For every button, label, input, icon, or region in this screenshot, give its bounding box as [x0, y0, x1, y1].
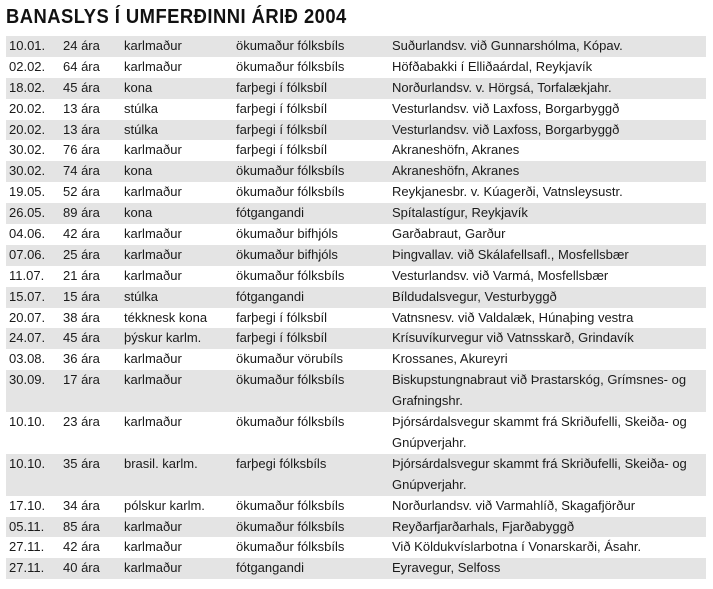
date-cell: 18.02. [9, 79, 46, 95]
table-row [6, 161, 706, 182]
date-cell: 26.05. [9, 205, 46, 221]
role-cell: ökumaður fólksbíls [236, 184, 345, 200]
location-cell: Þjórsárdalsvegur skammt frá Skriðufelli, Skeiða- og Gnúpverjahr. [392, 414, 687, 450]
role-cell: ökumaður fólksbíls [236, 38, 345, 53]
age-cell: 42 ára [63, 226, 100, 242]
role-cell: fótgangandi [236, 205, 304, 221]
person-cell: karlmaður [124, 226, 182, 242]
role-cell: ökumaður fólksbíls [236, 58, 345, 74]
date-cell: 10.10. [9, 455, 46, 471]
table-row [6, 203, 706, 224]
table-row [6, 349, 706, 370]
age-cell: 42 ára [63, 539, 100, 555]
date-cell: 27.11. [9, 539, 45, 555]
accident-table [6, 36, 706, 579]
date-cell: 30.02. [9, 163, 46, 179]
age-cell: 25 ára [63, 246, 100, 262]
date-cell: 07.06. [9, 246, 46, 262]
person-cell: kona [124, 163, 153, 179]
role-cell: ökumaður fólksbíls [236, 267, 345, 283]
role-cell: farþegi í fólksbíl [236, 309, 328, 325]
date-cell: 10.10. [9, 414, 46, 430]
date-cell: 11.07. [9, 267, 45, 283]
role-cell: ökumaður bifhjóls [236, 246, 338, 262]
table-row [6, 454, 706, 496]
date-cell: 05.11. [9, 518, 45, 534]
date-cell: 02.02. [9, 58, 46, 74]
age-cell: 35 ára [63, 455, 100, 471]
table-row [6, 328, 706, 349]
table-row [6, 266, 706, 287]
role-cell: ökumaður fólksbíls [236, 414, 345, 430]
location-cell: Vesturlandsv. við Varmá, Mosfellsbær [392, 267, 609, 283]
table-row [6, 36, 706, 57]
location-cell: Bíldudalsvegur, Vesturbyggð [392, 288, 557, 304]
location-cell: Norðurlandsv. v. Hörgsá, Torfalækjahr. [392, 79, 612, 95]
person-cell: karlmaður [124, 560, 182, 576]
date-cell: 20.02. [9, 100, 46, 116]
role-cell: farþegi í fólksbíl [236, 142, 328, 158]
age-cell: 76 ára [63, 142, 100, 158]
role-cell: ökumaður vörubíls [236, 351, 343, 367]
table-row [6, 370, 706, 412]
role-cell: farþegi í fólksbíl [236, 100, 328, 116]
role-cell: ökumaður fólksbíls [236, 372, 345, 388]
location-cell: Þjórsárdalsvegur skammt frá Skriðufelli, Skeiða- og Gnúpverjahr. [392, 455, 687, 492]
role-cell: farþegi fólksbíls [236, 455, 327, 471]
location-cell: Akraneshöfn, Akranes [392, 163, 520, 179]
person-cell: karlmaður [124, 142, 182, 158]
date-cell: 17.10. [9, 497, 46, 513]
role-cell: farþegi í fólksbíl [236, 121, 328, 137]
table-row [6, 517, 706, 538]
role-cell: fótgangandi [236, 560, 304, 576]
location-cell: Suðurlandsv. við Gunnarshólma, Kópav. [392, 38, 623, 53]
age-cell: 52 ára [63, 184, 100, 200]
age-cell: 34 ára [63, 497, 100, 513]
location-cell: Garðabraut, Garður [392, 226, 506, 242]
role-cell: farþegi í fólksbíl [236, 79, 328, 95]
location-cell: Reykjanesbr. v. Kúagerði, Vatnsleysustr. [392, 184, 623, 200]
role-cell: ökumaður fólksbíls [236, 497, 345, 513]
date-cell: 30.02. [9, 142, 46, 158]
age-cell: 13 ára [63, 121, 100, 137]
age-cell: 64 ára [63, 58, 100, 74]
person-cell: pólskur karlm. [124, 497, 205, 513]
date-cell: 20.07. [9, 309, 46, 325]
age-cell: 15 ára [63, 288, 100, 304]
date-cell: 03.08. [9, 351, 46, 367]
date-cell: 19.05. [9, 184, 46, 200]
location-cell: Norðurlandsv. við Varmahlíð, Skagafjörður [392, 497, 636, 513]
location-cell: Eyravegur, Selfoss [392, 560, 501, 576]
person-cell: karlmaður [124, 414, 182, 430]
table-row [6, 308, 706, 329]
location-cell: Krísuvíkurvegur við Vatnsskarð, Grindavík [392, 330, 634, 346]
location-cell: Biskupstungnabraut við Þrastarskóg, Grímsnes- og Grafningshr. [392, 372, 687, 409]
table-row [6, 140, 706, 161]
role-cell: ökumaður bifhjóls [236, 226, 338, 242]
age-cell: 74 ára [63, 163, 100, 179]
person-cell: karlmaður [124, 246, 182, 262]
age-cell: 38 ára [63, 309, 100, 325]
person-cell: karlmaður [124, 58, 182, 74]
location-cell: Höfðabakki í Elliðaárdal, Reykjavík [392, 58, 593, 74]
location-cell: Reyðarfjarðarhals, Fjarðabyggð [392, 518, 575, 534]
person-cell: brasil. karlm. [124, 455, 198, 471]
date-cell: 10.01. [9, 38, 46, 53]
table-row [6, 496, 706, 517]
person-cell: þýskur karlm. [124, 330, 202, 346]
person-cell: karlmaður [124, 38, 182, 53]
age-cell: 13 ára [63, 100, 100, 116]
person-cell: karlmaður [124, 267, 182, 283]
table-row [6, 224, 706, 245]
person-cell: karlmaður [124, 372, 182, 388]
age-cell: 21 ára [63, 267, 100, 283]
age-cell: 24 ára [63, 38, 100, 53]
location-cell: Krossanes, Akureyri [392, 351, 508, 367]
age-cell: 36 ára [63, 351, 100, 367]
table-row [6, 78, 706, 99]
age-cell: 23 ára [63, 414, 100, 430]
age-cell: 89 ára [63, 205, 100, 221]
location-cell: Vatnsnesv. við Valdalæk, Húnaþing vestra [392, 309, 634, 325]
location-cell: Þingvallav. við Skálafellsafl., Mosfellsbær [392, 246, 629, 262]
date-cell: 15.07. [9, 288, 46, 304]
age-cell: 17 ára [63, 372, 100, 388]
date-cell: 27.11. [9, 560, 45, 576]
role-cell: farþegi í fólksbíl [236, 330, 328, 346]
age-cell: 40 ára [63, 560, 100, 576]
date-cell: 04.06. [9, 226, 46, 242]
age-cell: 85 ára [63, 518, 100, 534]
person-cell: karlmaður [124, 518, 182, 534]
table-row [6, 558, 706, 579]
table-row [6, 537, 706, 558]
person-cell: karlmaður [124, 539, 182, 555]
age-cell: 45 ára [63, 79, 100, 95]
person-cell: stúlka [124, 121, 158, 137]
table-row [6, 57, 706, 78]
person-cell: kona [124, 79, 153, 95]
location-cell: Við Köldukvíslarbotna í Vonarskarði, Ásahr. [392, 539, 642, 555]
location-cell: Vesturlandsv. við Laxfoss, Borgarbyggð [392, 121, 620, 137]
role-cell: ökumaður fólksbíls [236, 518, 345, 534]
page-title: BANASLYS Í UMFERÐINNI ÁRIÐ 2004 [6, 6, 347, 28]
person-cell: karlmaður [124, 184, 182, 200]
person-cell: kona [124, 205, 153, 221]
location-cell: Akraneshöfn, Akranes [392, 142, 520, 158]
person-cell: tékknesk kona [124, 309, 208, 325]
table-row [6, 182, 706, 203]
table-row [6, 287, 706, 308]
date-cell: 30.09. [9, 372, 46, 388]
table-row [6, 245, 706, 266]
age-cell: 45 ára [63, 330, 100, 346]
table-row [6, 120, 706, 141]
table-row [6, 412, 706, 454]
person-cell: stúlka [124, 100, 158, 116]
table-row [6, 99, 706, 120]
date-cell: 20.02. [9, 121, 46, 137]
role-cell: ökumaður fólksbíls [236, 163, 345, 179]
date-cell: 24.07. [9, 330, 46, 346]
person-cell: karlmaður [124, 351, 182, 367]
role-cell: ökumaður fólksbíls [236, 539, 345, 555]
location-cell: Vesturlandsv. við Laxfoss, Borgarbyggð [392, 100, 620, 116]
location-cell: Spítalastígur, Reykjavík [392, 205, 528, 221]
person-cell: stúlka [124, 288, 158, 304]
role-cell: fótgangandi [236, 288, 304, 304]
